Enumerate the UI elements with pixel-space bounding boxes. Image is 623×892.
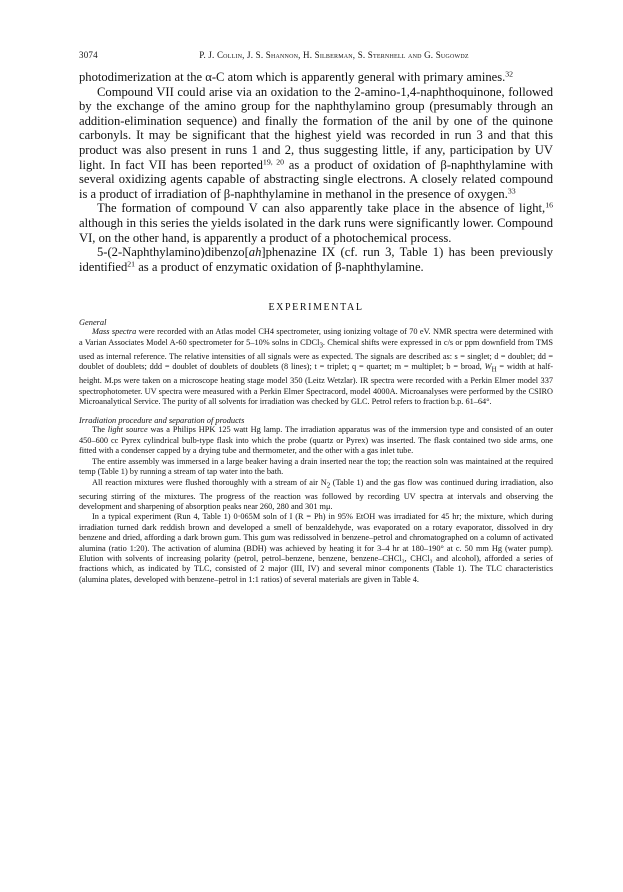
general-methods-text — [79, 327, 553, 407]
reference-superscript: 32 — [505, 69, 514, 79]
paragraph: In a typical experiment (Run 4, Table 1) 0·065M soln of I (R = Ph) in 95% EtOH was irradiated for 45 hr; the mixture, which during irradiation turned dark reddish brown and developed a smell of benzaldehyde, was evaporated on a rotary evaporator, dissolved in dry benzene and dried, affording a dark brown gum. This gum was redissolved in benzene–petrol and chromatographed on a column of activated alumina (ratio 1:20). The activation of alumina (BDH) was achieved by heating it for 3–4 hr at 180–190° at c. 50 mm Hg (water pump). Elution with solvents of increasing polarity (petrol, petrol–benzene, benzene, benzene–CHCl₃, CHCl₃ and alcohol), afforded a series of fractions which, as indicated by TLC, consisted of 2 major (III, IV) and several minor components (Table 1). The TLC characteristics (alumina plates, developed with benzene–petrol in 1:1 ratios) of several materials are given in Table 4. — [79, 512, 553, 584]
paragraph: The entire assembly was immersed in a large beaker having a drain inserted near the top; the reaction soln was maintained at the required temp (Table 1) by running a stream of tap water into the bath. — [79, 456, 553, 477]
page-number: 3074 — [79, 50, 98, 60]
journal-page — [79, 50, 553, 585]
paragraph: 5-(2-Naphthylamino)dibenzo[ah]phenazine IX (cf. run 3, Table 1) has been previously identified$^{21}$ as a product of enzymatic oxidation of β-naphthylamine. — [79, 245, 553, 274]
irradiation-procedure-text — [79, 425, 553, 585]
paragraph: The light source was a Philips HPK 125 watt Hg lamp. The irradiation apparatus was of the immersion type and consisted of an outer 450–600 cc Pyrex cylindrical bulb-type flask into which the probe (quartz or Pyrex) was inserted. The flask contained two side arms, one fitted with a condenser capped by a drying tube and thermometer, and the other with a gas inlet tube. — [79, 425, 553, 456]
paragraph: photodimerization at the α-C atom which is apparently general with primary amines.$^{32}$ — [79, 69, 514, 84]
section-heading-experimental: EXPERIMENTAL — [268, 302, 364, 314]
author-line: P. J. Collin, J. S. Shannon, H. Silberman, S. Sternhell and G. Sugowdz — [199, 50, 469, 60]
running-head — [79, 50, 553, 60]
paragraph: Compound VII could arise via an oxidation to the 2-amino-1,4-naphthoquinone, followed by the exchange of the amino group for the naphthylamino group (presumably through an addition-elimination sequence) and finally the formation of the anil by one of the quinone carbonyls. It may be significant that the highest yield was recorded in run 3 and that this product was also present in runs 1 and 2, thus suggesting little, if any, participation by UV light. In fact VII has been reported$^{19, 20}$ as a product of oxidation of β-naphthylamine with several oxidizing agents capable of abstracting single electrons. A closely related compound is a product of irradiation of β-naphthylamine in methanol in the presence of oxygen.$^{33}$ — [79, 84, 554, 201]
reference-superscript: 33 — [507, 186, 516, 196]
reference-superscript: 19, 20 — [262, 157, 285, 167]
paragraph: The formation of compound V can also apparently take place in the absence of light,$^{16}$ although in this series the yields isolated in the dark runs were significantly lower. Compound VI, on the other hand, is apparently a product of a photochemical process. — [79, 201, 553, 245]
paragraph: Mass spectra were recorded with an Atlas model CH4 spectrometer, using ionizing voltage of 70 eV. NMR spectra were determined with a Varian Associates Model A-60 spectrometer for 5–10% solns in CDCl$_3$. Chemical shifts were expressed in c/s or ppm downfield from TMS used as internal reference. The relative intensities of all signals were as expected. The signals are described as: s = singlet; d = doublet; dd = doublet of doublets; ddd = doublet of doublets of doublets (8 lines); t = triplet; q = quartet; m = multiplet; b = broad, $W_H$ = width at half-height. M.ps were taken on a microscope heating stage model 350 (Leitz Wetzlar). IR spectra were recorded with a Perkin Elmer model 337 spectrophotometer. UV spectra were measured with a Perkin Elmer Spectracord, model 4000A. Microanalyses were performed by the CSIRO Microanalytical Service. The purity of all solvents for irradiation was checked by GLC. Petrol refers to fraction b.p. 61–64°. — [79, 327, 553, 407]
paragraph: All reaction mixtures were flushed thoroughly with a stream of air $N_2$ (Table 1) and the gas flow was continued during irradiation, also securing stirring of the mixtures. The progress of the reaction was followed by recording UV spectra at intervals and observing the development and sharpening of absorption peaks near 260, 280 and 301 mμ. — [79, 477, 553, 511]
subsection-heading-general: General — [79, 318, 107, 328]
reference-superscript: 21 — [127, 259, 136, 269]
subsection-heading-irradiation: Irradiation procedure and separation of products — [79, 416, 245, 426]
reference-superscript: 16 — [545, 201, 553, 211]
discussion-text — [79, 70, 553, 274]
